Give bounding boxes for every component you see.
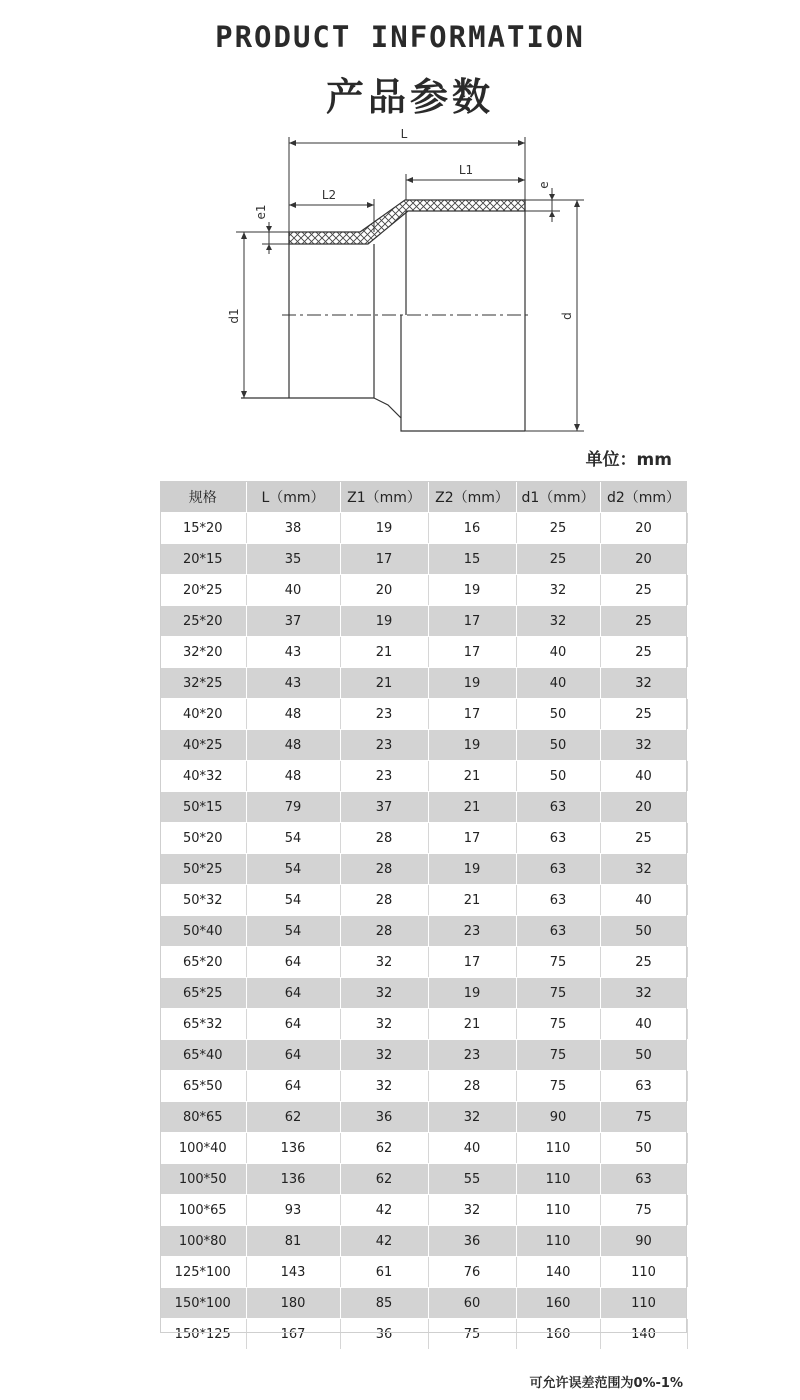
cell-Z2: 36	[428, 1226, 516, 1257]
cell-L: 54	[246, 854, 340, 885]
cell-d1: 32	[516, 575, 600, 606]
cell-Z2: 15	[428, 544, 516, 575]
header-d1: d1（mm）	[516, 481, 600, 513]
table-row	[160, 637, 687, 668]
cell-spec: 25*20	[160, 606, 246, 637]
cell-spec: 100*65	[160, 1195, 246, 1226]
cell-d2: 63	[600, 1071, 687, 1102]
cell-d1: 63	[516, 792, 600, 823]
cell-spec: 65*25	[160, 978, 246, 1009]
dimension-label-d: d	[560, 312, 574, 320]
cell-spec: 50*25	[160, 854, 246, 885]
cell-L: 48	[246, 699, 340, 730]
cell-L: 79	[246, 792, 340, 823]
cell-L: 35	[246, 544, 340, 575]
cell-d1: 63	[516, 885, 600, 916]
cell-d2: 140	[600, 1319, 687, 1350]
cell-Z1: 21	[340, 637, 428, 668]
table-row	[160, 792, 687, 823]
cell-spec: 20*15	[160, 544, 246, 575]
cell-spec: 150*100	[160, 1288, 246, 1319]
cell-d2: 40	[600, 761, 687, 792]
cell-d2: 25	[600, 823, 687, 854]
cell-d1: 40	[516, 637, 600, 668]
cell-d2: 20	[600, 513, 687, 544]
cell-d2: 32	[600, 668, 687, 699]
cell-L: 38	[246, 513, 340, 544]
table-row	[160, 885, 687, 916]
cell-d1: 160	[516, 1319, 600, 1350]
cell-Z2: 55	[428, 1164, 516, 1195]
table-row	[160, 823, 687, 854]
cell-d2: 50	[600, 1133, 687, 1164]
cell-Z1: 28	[340, 823, 428, 854]
cell-spec: 50*20	[160, 823, 246, 854]
cell-L: 43	[246, 637, 340, 668]
table-row	[160, 1040, 687, 1071]
table-row	[160, 1102, 687, 1133]
cell-Z1: 28	[340, 854, 428, 885]
cell-d2: 32	[600, 978, 687, 1009]
cell-Z1: 19	[340, 606, 428, 637]
cell-spec: 50*15	[160, 792, 246, 823]
table-row	[160, 544, 687, 575]
cell-d1: 75	[516, 1040, 600, 1071]
table-row	[160, 854, 687, 885]
cell-Z1: 28	[340, 885, 428, 916]
cell-d1: 110	[516, 1133, 600, 1164]
dimension-label-e: e	[537, 181, 551, 189]
cell-d1: 50	[516, 699, 600, 730]
cell-Z1: 23	[340, 730, 428, 761]
cell-Z2: 32	[428, 1102, 516, 1133]
cell-L: 54	[246, 916, 340, 947]
cell-L: 64	[246, 1071, 340, 1102]
cell-d1: 25	[516, 544, 600, 575]
cell-spec: 32*20	[160, 637, 246, 668]
cell-Z2: 32	[428, 1195, 516, 1226]
cell-Z2: 60	[428, 1288, 516, 1319]
cell-Z1: 36	[340, 1102, 428, 1133]
header-Z2: Z2（mm）	[428, 481, 516, 513]
cell-Z1: 19	[340, 513, 428, 544]
cell-d2: 75	[600, 1195, 687, 1226]
cell-Z2: 21	[428, 885, 516, 916]
cell-Z1: 32	[340, 1009, 428, 1040]
cell-d1: 32	[516, 606, 600, 637]
cell-Z1: 32	[340, 1071, 428, 1102]
reducer-fitting-diagram	[0, 120, 800, 440]
cell-L: 136	[246, 1164, 340, 1195]
cell-Z1: 23	[340, 761, 428, 792]
cell-spec: 15*20	[160, 513, 246, 544]
cell-L: 64	[246, 978, 340, 1009]
cell-d2: 25	[600, 699, 687, 730]
cell-Z1: 21	[340, 668, 428, 699]
cell-d1: 110	[516, 1164, 600, 1195]
cell-spec: 40*25	[160, 730, 246, 761]
cell-d1: 90	[516, 1102, 600, 1133]
table-row	[160, 1133, 687, 1164]
cell-L: 64	[246, 1040, 340, 1071]
cell-d2: 25	[600, 947, 687, 978]
cell-Z2: 23	[428, 1040, 516, 1071]
cell-L: 136	[246, 1133, 340, 1164]
cell-spec: 65*20	[160, 947, 246, 978]
cell-d1: 63	[516, 823, 600, 854]
cell-d2: 25	[600, 637, 687, 668]
cell-spec: 50*40	[160, 916, 246, 947]
cell-d2: 40	[600, 1009, 687, 1040]
cell-Z1: 20	[340, 575, 428, 606]
cell-d1: 50	[516, 761, 600, 792]
cell-L: 167	[246, 1319, 340, 1350]
cell-d1: 63	[516, 916, 600, 947]
cell-Z2: 17	[428, 947, 516, 978]
cell-Z2: 19	[428, 575, 516, 606]
cell-Z2: 17	[428, 637, 516, 668]
cell-d1: 40	[516, 668, 600, 699]
table-row	[160, 916, 687, 947]
cell-Z1: 28	[340, 916, 428, 947]
cell-Z2: 75	[428, 1319, 516, 1350]
cell-Z2: 21	[428, 792, 516, 823]
cell-L: 48	[246, 730, 340, 761]
table-row	[160, 668, 687, 699]
cell-d1: 75	[516, 978, 600, 1009]
cell-Z2: 28	[428, 1071, 516, 1102]
cell-d1: 75	[516, 1009, 600, 1040]
cell-spec: 20*25	[160, 575, 246, 606]
cell-d2: 25	[600, 575, 687, 606]
cell-d1: 140	[516, 1257, 600, 1288]
cell-spec: 100*50	[160, 1164, 246, 1195]
cell-L: 54	[246, 823, 340, 854]
table-row	[160, 947, 687, 978]
table-row	[160, 1071, 687, 1102]
cell-Z2: 23	[428, 916, 516, 947]
table-row	[160, 699, 687, 730]
cell-Z2: 19	[428, 978, 516, 1009]
dimension-label-d1: d1	[227, 308, 241, 324]
cell-Z2: 19	[428, 730, 516, 761]
cell-Z2: 40	[428, 1133, 516, 1164]
cell-Z2: 19	[428, 668, 516, 699]
table-header-row	[160, 481, 687, 513]
header-Z1: Z1（mm）	[340, 481, 428, 513]
cell-Z1: 32	[340, 1040, 428, 1071]
cell-d2: 75	[600, 1102, 687, 1133]
cell-Z1: 23	[340, 699, 428, 730]
cell-spec: 65*50	[160, 1071, 246, 1102]
cell-Z2: 76	[428, 1257, 516, 1288]
unit-label: 单位：mm	[585, 450, 672, 470]
cell-d2: 25	[600, 606, 687, 637]
cell-Z1: 17	[340, 544, 428, 575]
dimension-label-e1: e1	[254, 204, 268, 220]
table-row	[160, 1257, 687, 1288]
pipe-wall-hatched	[289, 200, 525, 244]
cell-Z2: 21	[428, 1009, 516, 1040]
cell-d1: 75	[516, 1071, 600, 1102]
cell-spec: 32*25	[160, 668, 246, 699]
cell-Z1: 42	[340, 1226, 428, 1257]
cell-L: 43	[246, 668, 340, 699]
cell-d2: 32	[600, 730, 687, 761]
cell-Z1: 85	[340, 1288, 428, 1319]
dimension-label-L1: L1	[458, 163, 474, 177]
cell-spec: 65*40	[160, 1040, 246, 1071]
cell-Z1: 32	[340, 947, 428, 978]
cell-L: 64	[246, 1009, 340, 1040]
cell-L: 143	[246, 1257, 340, 1288]
table-row	[160, 1319, 687, 1350]
spec-table	[160, 481, 688, 1350]
header-d2: d2（mm）	[600, 481, 687, 513]
table-row	[160, 1164, 687, 1195]
cell-Z1: 36	[340, 1319, 428, 1350]
cell-Z1: 62	[340, 1164, 428, 1195]
cell-L: 93	[246, 1195, 340, 1226]
table-row	[160, 1288, 687, 1319]
cell-spec: 100*40	[160, 1133, 246, 1164]
cell-spec: 40*20	[160, 699, 246, 730]
table-row	[160, 1195, 687, 1226]
cell-d2: 110	[600, 1288, 687, 1319]
cell-d1: 75	[516, 947, 600, 978]
page-title-chinese: 产品参数	[325, 75, 494, 119]
cell-Z1: 37	[340, 792, 428, 823]
cell-d2: 50	[600, 1040, 687, 1071]
cell-Z2: 17	[428, 699, 516, 730]
cell-Z2: 21	[428, 761, 516, 792]
cell-Z1: 61	[340, 1257, 428, 1288]
cell-L: 48	[246, 761, 340, 792]
cell-Z1: 42	[340, 1195, 428, 1226]
cell-spec: 125*100	[160, 1257, 246, 1288]
dimension-label-L2: L2	[321, 188, 337, 202]
cell-d1: 110	[516, 1226, 600, 1257]
table-row	[160, 761, 687, 792]
cell-spec: 65*32	[160, 1009, 246, 1040]
table-row	[160, 575, 687, 606]
table-row	[160, 730, 687, 761]
cell-d1: 50	[516, 730, 600, 761]
cell-L: 54	[246, 885, 340, 916]
dimension-label-L: L	[400, 127, 408, 141]
cell-d1: 110	[516, 1195, 600, 1226]
cell-L: 81	[246, 1226, 340, 1257]
cell-L: 37	[246, 606, 340, 637]
table-row	[160, 513, 687, 544]
cell-d1: 63	[516, 854, 600, 885]
cell-Z2: 17	[428, 823, 516, 854]
cell-spec: 150*125	[160, 1319, 246, 1350]
header-spec: 规格	[160, 481, 246, 513]
cell-d2: 20	[600, 792, 687, 823]
cell-L: 40	[246, 575, 340, 606]
cell-Z1: 62	[340, 1133, 428, 1164]
cell-Z1: 32	[340, 978, 428, 1009]
cell-spec: 40*32	[160, 761, 246, 792]
cell-Z2: 16	[428, 513, 516, 544]
cell-Z2: 17	[428, 606, 516, 637]
cell-d2: 40	[600, 885, 687, 916]
table-row	[160, 606, 687, 637]
cell-d2: 20	[600, 544, 687, 575]
table-row	[160, 1009, 687, 1040]
cell-d1: 25	[516, 513, 600, 544]
page-title-english: PRODUCT INFORMATION	[215, 20, 585, 54]
cell-Z2: 19	[428, 854, 516, 885]
header-L: L（mm）	[246, 481, 340, 513]
cell-spec: 100*80	[160, 1226, 246, 1257]
cell-d2: 63	[600, 1164, 687, 1195]
tolerance-note: 可允许误差范围为0%-1%	[529, 1376, 683, 1391]
cell-d1: 160	[516, 1288, 600, 1319]
cell-d2: 32	[600, 854, 687, 885]
cell-L: 180	[246, 1288, 340, 1319]
cell-d2: 50	[600, 916, 687, 947]
lower-shell	[374, 398, 525, 431]
table-row	[160, 978, 687, 1009]
cell-spec: 50*32	[160, 885, 246, 916]
cell-L: 64	[246, 947, 340, 978]
cell-d2: 90	[600, 1226, 687, 1257]
cell-L: 62	[246, 1102, 340, 1133]
cell-d2: 110	[600, 1257, 687, 1288]
table-row	[160, 1226, 687, 1257]
cell-spec: 80*65	[160, 1102, 246, 1133]
